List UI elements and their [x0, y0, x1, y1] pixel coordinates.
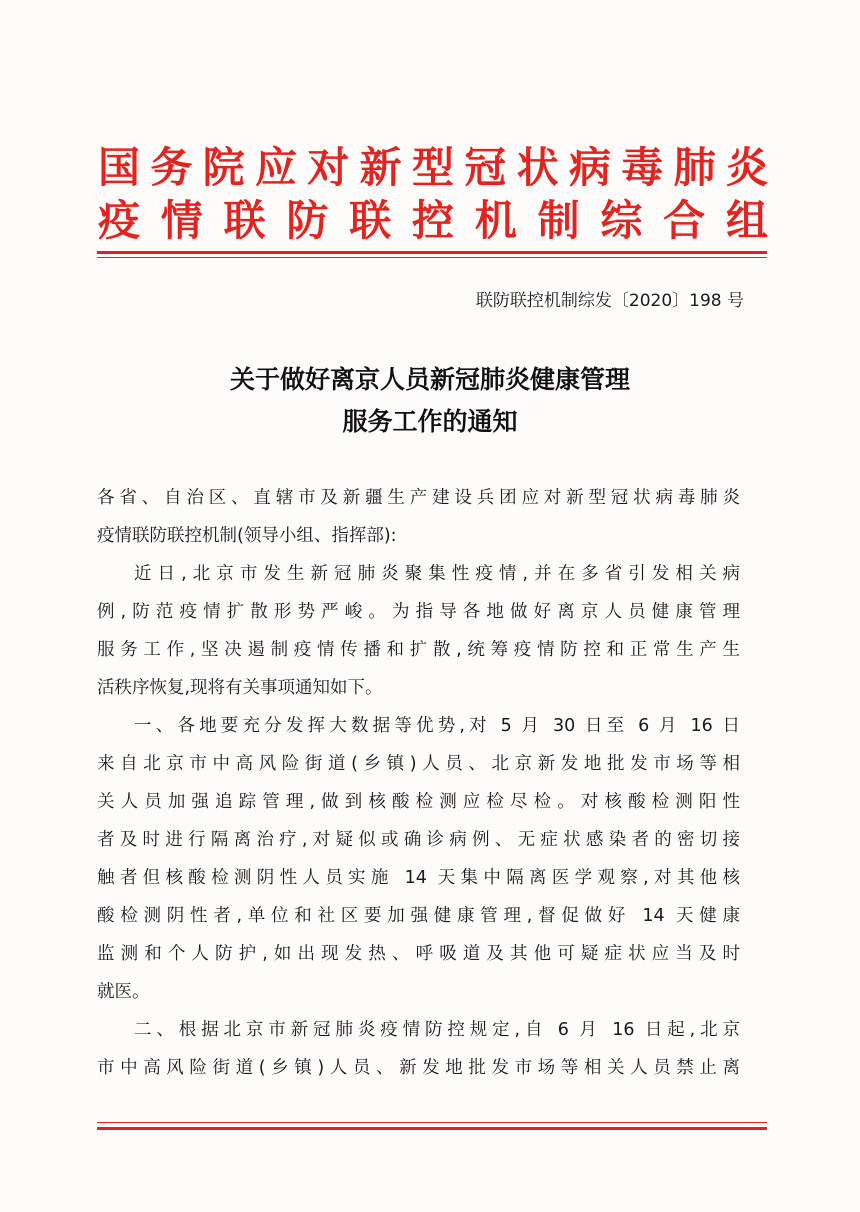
footer-divider-thick — [97, 1127, 767, 1130]
agency-char: 合 — [663, 196, 706, 245]
footer-divider-thin — [97, 1122, 767, 1123]
agency-char: 疫 — [98, 196, 141, 245]
body-line: 近日,北京市发生新冠肺炎聚集性疫情,并在多省引发相关病 — [134, 564, 740, 584]
agency-char: 联 — [349, 196, 392, 245]
agency-char: 联 — [223, 196, 266, 245]
agency-char: 状 — [516, 143, 559, 192]
agency-char: 防 — [286, 196, 329, 245]
header-divider-thick — [97, 251, 767, 254]
body-line: 就医。 — [97, 982, 150, 1002]
agency-char: 控 — [411, 196, 454, 245]
body-line: 各省、自治区、直辖市及新疆生产建设兵团应对新型冠状病毒肺炎 — [97, 488, 740, 508]
body-line: 活秩序恢复,现将有关事项通知如下。 — [97, 678, 383, 698]
document-number: 联防联控机制综发〔2020〕198 号 — [475, 291, 744, 311]
agency-char: 务 — [150, 143, 193, 192]
agency-name-line-1 — [98, 145, 768, 191]
body-line: 服务工作,坚决遏制疫情传播和扩散,统筹疫情防控和正常生产生 — [97, 640, 740, 660]
body-line: 二、根据北京市新冠肺炎疫情防控规定,自 6 月 16 日起,北京 — [134, 1020, 740, 1040]
agency-char: 机 — [474, 196, 517, 245]
agency-char: 型 — [411, 143, 454, 192]
agency-char: 情 — [160, 196, 203, 245]
body-line: 者及时进行隔离治疗,对疑似或确诊病例、无症状感染者的密切接 — [97, 830, 740, 850]
body-line: 来自北京市中高风险街道(乡镇)人员、北京新发地批发市场等相 — [97, 754, 740, 774]
body-line: 关人员加强追踪管理,做到核酸检测应检尽检。对核酸检测阳性 — [97, 792, 740, 812]
body-line: 疫情联防联控机制(领导小组、指挥部): — [97, 526, 397, 546]
agency-char: 综 — [600, 196, 643, 245]
body-line: 酸检测阴性者,单位和社区要加强健康管理,督促做好 14 天健康 — [97, 906, 740, 926]
agency-char: 冠 — [464, 143, 507, 192]
agency-char: 毒 — [621, 143, 664, 192]
body-line: 一、各地要充分发挥大数据等优势,对 5 月 30 日至 6 月 16 日 — [134, 716, 740, 736]
document-title-line-2: 服务工作的通知 — [342, 407, 518, 436]
body-line: 触者但核酸检测阴性人员实施 14 天集中隔离医学观察,对其他核 — [97, 868, 740, 888]
body-line: 例,防范疫情扩散形势严峻。为指导各地做好离京人员健康管理 — [97, 602, 740, 622]
agency-char: 肺 — [673, 143, 716, 192]
agency-char: 对 — [307, 143, 350, 192]
body-line: 市中高风险街道(乡镇)人员、新发地批发市场等相关人员禁止离 — [97, 1058, 740, 1078]
agency-char: 病 — [568, 143, 611, 192]
agency-char: 应 — [254, 143, 297, 192]
agency-char: 炎 — [725, 143, 768, 192]
agency-char: 院 — [202, 143, 245, 192]
agency-char: 组 — [725, 196, 768, 245]
agency-char: 新 — [359, 143, 402, 192]
agency-char: 国 — [98, 143, 141, 192]
header-divider-thin — [97, 257, 767, 258]
body-line: 监测和个人防护,如出现发热、呼吸道及其他可疑症状应当及时 — [97, 944, 740, 964]
document-title-line-1: 关于做好离京人员新冠肺炎健康管理 — [229, 365, 630, 394]
agency-name-line-2 — [98, 198, 768, 244]
agency-char: 制 — [537, 196, 580, 245]
